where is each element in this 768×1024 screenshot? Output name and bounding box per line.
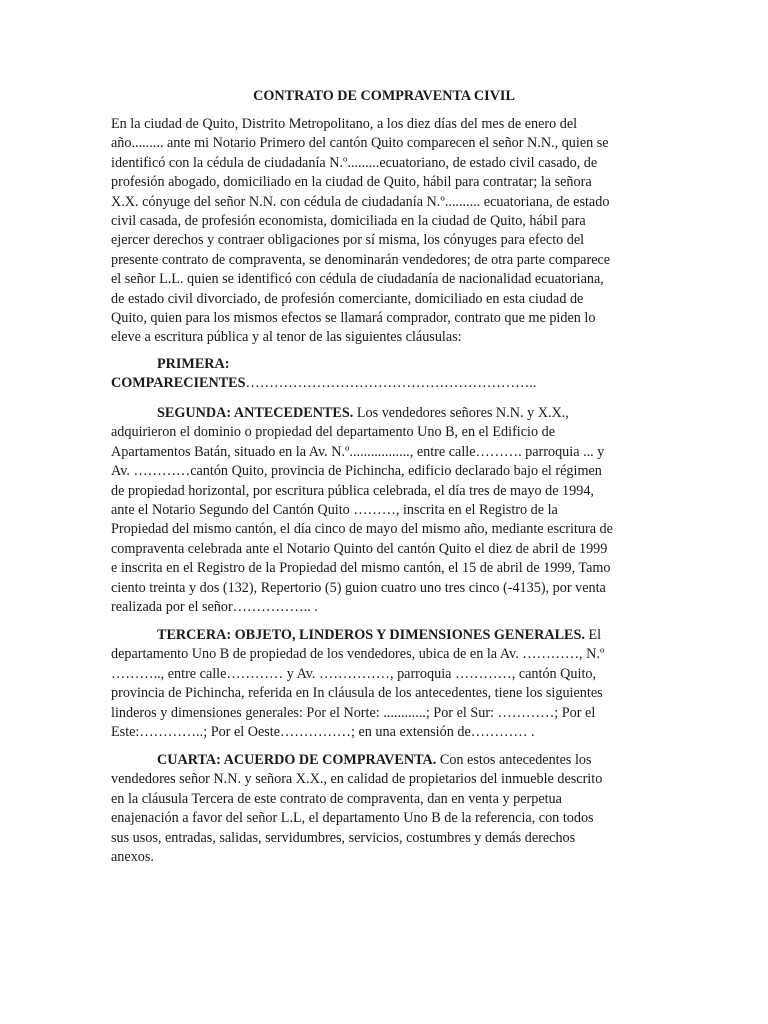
clause-cuarta-lead-text: Con estos antecedentes los	[436, 752, 592, 768]
clause-cuarta-line: sus usos, entradas, salidas, servidumbres, servicios, costumbres y demás derechos	[111, 829, 576, 846]
clause-segunda-line: adquirieron el dominio o propiedad del departamento Uno B, en el Edificio de	[111, 424, 556, 441]
document-title: CONTRATO DE COMPRAVENTA CIVIL	[253, 88, 515, 104]
intro-paragraph	[111, 115, 661, 348]
intro-line: profesión abogado, domiciliado en la ciudad de Quito, hábil para contratar; la señora	[111, 174, 592, 191]
clause-cuarta-line: anexos.	[111, 849, 154, 866]
intro-line: X.X. cónyuge del señor N.N. con cédula de ciudadanía N.º.......... ecuatoriana, de estado	[111, 193, 610, 210]
intro-line: Quito, quien para los mismos efectos se llamará comprador, contrato que me piden lo	[111, 310, 596, 327]
clause-primera-heading	[111, 355, 661, 374]
clause-segunda-lead-text: Los vendedores señores N.N. y X.X.,	[353, 405, 569, 421]
intro-line: el señor L.L. quien se identificó con cédula de ciudadanía de nacionalidad ecuatoriana,	[111, 271, 604, 288]
clause-tercera-line: Este:…………..; Por el Oeste……………; en una extensión de………… .	[111, 724, 535, 741]
intro-line: de estado civil divorciado, de profesión comerciante, domiciliado en esta ciudad de	[111, 290, 584, 307]
clause-tercera-first-line	[111, 626, 661, 645]
clause-primera-heading-1: PRIMERA:	[157, 356, 230, 372]
clause-cuarta-heading: CUARTA: ACUERDO DE COMPRAVENTA.	[157, 752, 437, 768]
clause-primera-line	[111, 374, 661, 393]
intro-line: ejercer derechos y contraer obligaciones por sí misma, los cónyuges para efecto del	[111, 232, 585, 249]
clause-segunda-line: Propiedad del mismo cantón, el día cinco de mayo del mismo año, mediante escritura de	[111, 521, 613, 538]
clause-cuarta	[111, 751, 661, 867]
intro-line: civil casada, de profesión economista, domiciliada en la ciudad de Quito, hábil para	[111, 213, 586, 230]
clause-cuarta-line: vendedores señor N.N. y señora X.X., en calidad de propietarios del inmueble descrito	[111, 771, 603, 788]
intro-line: identificó con la cédula de ciudadanía N.º.........ecuatoriano, de estado civil casado, de	[111, 154, 598, 171]
clause-primera	[111, 355, 661, 394]
clause-tercera-line: ……….., entre calle………… y Av. ……………, parroquia …………, cantón Quito,	[111, 665, 597, 682]
clause-segunda-line: Apartamentos Batán, situado en la Av. N.º................., entre calle………. parroquia ... y	[111, 443, 605, 460]
intro-line: año......... ante mi Notario Primero del cantón Quito comparecen el señor N.N., quien se	[111, 135, 609, 152]
clause-segunda-line: ciento treinta y dos (132), Repertorio (5) guion cuatro uno tres cinco (-4135), por venta	[111, 579, 606, 596]
clause-cuarta-line: enajenación a favor del señor L.L, el departamento Uno B de la referencia, con todos	[111, 810, 594, 827]
clause-segunda-first-line	[111, 404, 661, 423]
clause-segunda-heading: SEGUNDA: ANTECEDENTES.	[157, 405, 354, 421]
clause-segunda-line: realizada por el señor…………….. .	[111, 599, 318, 616]
intro-line: En la ciudad de Quito, Distrito Metropolitano, a los diez días del mes de enero del	[111, 116, 578, 132]
clause-cuarta-first-line	[111, 751, 661, 770]
clause-segunda-line: ante el Notario Segundo del Cantón Quito ………, inscrita en el Registro de la	[111, 502, 558, 519]
clause-segunda	[111, 404, 661, 617]
clause-tercera-line: provincia de Pichincha, referida en In cláusula de los antecedentes, tiene los siguientes	[111, 685, 603, 702]
intro-line: eleve a escritura pública y al tenor de las siguientes cláusulas:	[111, 329, 462, 346]
clause-segunda-line: de propiedad horizontal, por escritura pública celebrada, el día tres de mayo de 1994,	[111, 482, 594, 499]
clause-primera-dots: ……………………………………………………..	[245, 375, 537, 392]
clause-tercera-heading: TERCERA: OBJETO, LINDEROS Y DIMENSIONES GENERALES.	[157, 627, 585, 643]
clause-tercera-line: linderos y dimensiones generales: Por el Norte: ............; Por el Sur: …………; Por el	[111, 704, 596, 721]
clause-tercera	[111, 626, 661, 742]
intro-line: presente contrato de compraventa, se denominarán vendedores; de otra parte comparece	[111, 251, 611, 268]
clause-primera-heading-2: COMPARECIENTES	[111, 375, 246, 392]
clause-segunda-line: Av. …………cantón Quito, provincia de Pichincha, edificio declarado bajo el régimen	[111, 463, 602, 480]
clause-tercera-lead-text: El	[584, 627, 602, 643]
clause-segunda-line: compraventa celebrada ante el Notario Quinto del cantón Quito el diez de abril de 1999	[111, 540, 608, 557]
clause-segunda-line: e inscrita en el Registro de la Propiedad del mismo cantón, el 15 de abril de 1999, Tamo	[111, 560, 611, 577]
clause-cuarta-line: en la cláusula Tercera de este contrato de compraventa, dan en venta y perpetua	[111, 790, 562, 807]
clause-tercera-line: departamento Uno B de propiedad de los vendedores, ubica de en la Av. …………, N.º	[111, 646, 605, 663]
